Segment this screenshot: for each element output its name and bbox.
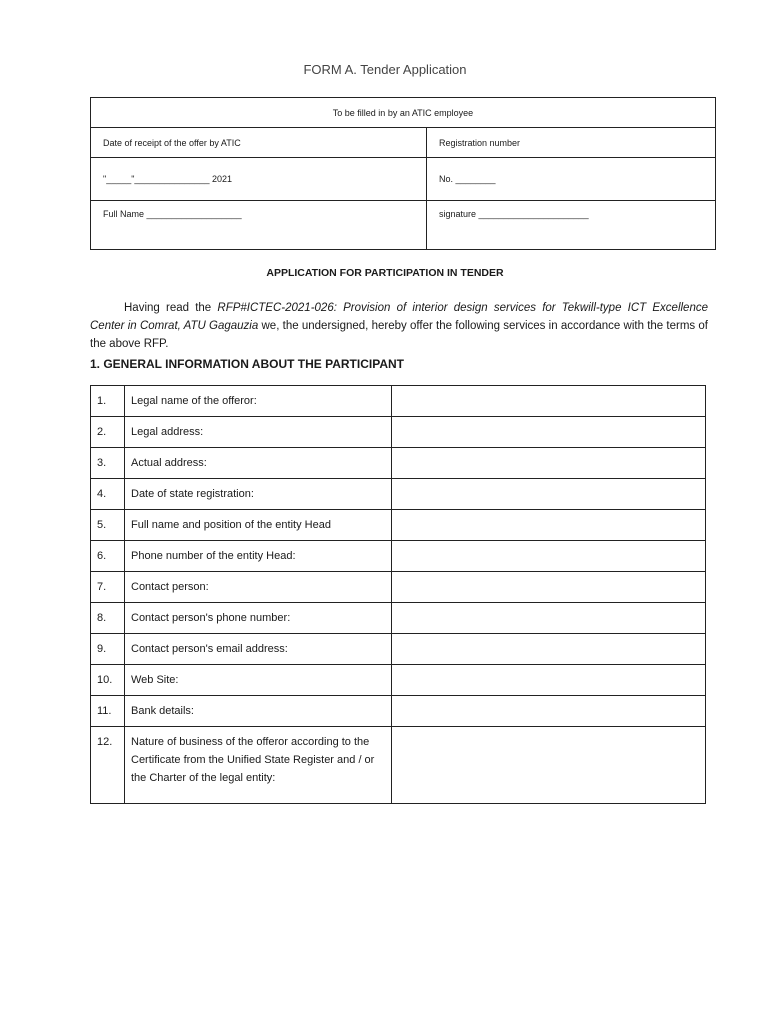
row-label: Legal name of the offeror: — [125, 386, 392, 417]
general-info-table — [90, 385, 706, 804]
row-value-field[interactable] — [392, 448, 706, 479]
row-number: 8. — [91, 603, 125, 634]
atic-table-header: To be filled in by an ATIC employee — [91, 98, 716, 128]
row-label: Contact person's phone number: — [125, 603, 392, 634]
table-row — [91, 634, 706, 665]
rfp-reference: RFP#ICTEC-2021-026: Provision of interior design services for Tekwill-type ICT Excellence Center in Comrat, ATU Gagauzia — [90, 302, 708, 332]
row-label: Nature of business of the offeror according to the Certificate from the Unified State Register and / or the Charter of the legal entity: — [125, 727, 392, 804]
row-label: Phone number of the entity Head: — [125, 541, 392, 572]
full-name-field[interactable]: Full Name ___________________ — [91, 201, 427, 250]
date-of-receipt-label: Date of receipt of the offer by ATIC — [91, 128, 427, 158]
row-value-field[interactable] — [392, 386, 706, 417]
row-number: 4. — [91, 479, 125, 510]
table-row — [91, 510, 706, 541]
registration-number-label: Registration number — [427, 128, 716, 158]
row-number: 9. — [91, 634, 125, 665]
date-of-receipt-field[interactable]: "_____"_______________ 2021 — [91, 158, 427, 201]
table-row — [91, 572, 706, 603]
table-row — [91, 479, 706, 510]
intro-lead: Having read the — [124, 302, 218, 314]
row-number: 7. — [91, 572, 125, 603]
registration-number-field[interactable]: No. ________ — [427, 158, 716, 201]
row-number: 11. — [91, 696, 125, 727]
row-label: Legal address: — [125, 417, 392, 448]
application-heading: APPLICATION FOR PARTICIPATION IN TENDER — [266, 267, 504, 279]
row-value-field[interactable] — [392, 417, 706, 448]
table-row — [91, 417, 706, 448]
row-value-field[interactable] — [392, 510, 706, 541]
table-row — [91, 603, 706, 634]
row-number: 12. — [91, 727, 125, 804]
row-label: Bank details: — [125, 696, 392, 727]
signature-field[interactable]: signature ______________________ — [427, 201, 716, 250]
form-title: FORM A. Tender Application — [303, 62, 467, 77]
row-label: Contact person's email address: — [125, 634, 392, 665]
row-number: 6. — [91, 541, 125, 572]
row-number: 1. — [91, 386, 125, 417]
table-row — [91, 665, 706, 696]
atic-employee-table — [90, 97, 716, 250]
row-value-field[interactable] — [392, 603, 706, 634]
general-info-heading: 1. GENERAL INFORMATION ABOUT THE PARTICIPANT — [90, 357, 404, 371]
row-label: Contact person: — [125, 572, 392, 603]
table-row — [91, 386, 706, 417]
row-number: 2. — [91, 417, 125, 448]
row-number: 3. — [91, 448, 125, 479]
row-value-field[interactable] — [392, 665, 706, 696]
row-number: 10. — [91, 665, 125, 696]
row-value-field[interactable] — [392, 696, 706, 727]
intro-paragraph — [90, 299, 708, 353]
row-value-field[interactable] — [392, 572, 706, 603]
row-label: Full name and position of the entity Head — [125, 510, 392, 541]
row-value-field[interactable] — [392, 727, 706, 804]
row-label: Web Site: — [125, 665, 392, 696]
intro-rest: we, the undersigned, hereby offer the following services in accordance with the terms of the above RFP. — [90, 320, 709, 350]
table-row — [91, 727, 706, 804]
row-value-field[interactable] — [392, 479, 706, 510]
row-label: Date of state registration: — [125, 479, 392, 510]
table-row — [91, 541, 706, 572]
row-value-field[interactable] — [392, 634, 706, 665]
table-row — [91, 448, 706, 479]
table-row — [91, 696, 706, 727]
row-value-field[interactable] — [392, 541, 706, 572]
row-number: 5. — [91, 510, 125, 541]
row-label: Actual address: — [125, 448, 392, 479]
